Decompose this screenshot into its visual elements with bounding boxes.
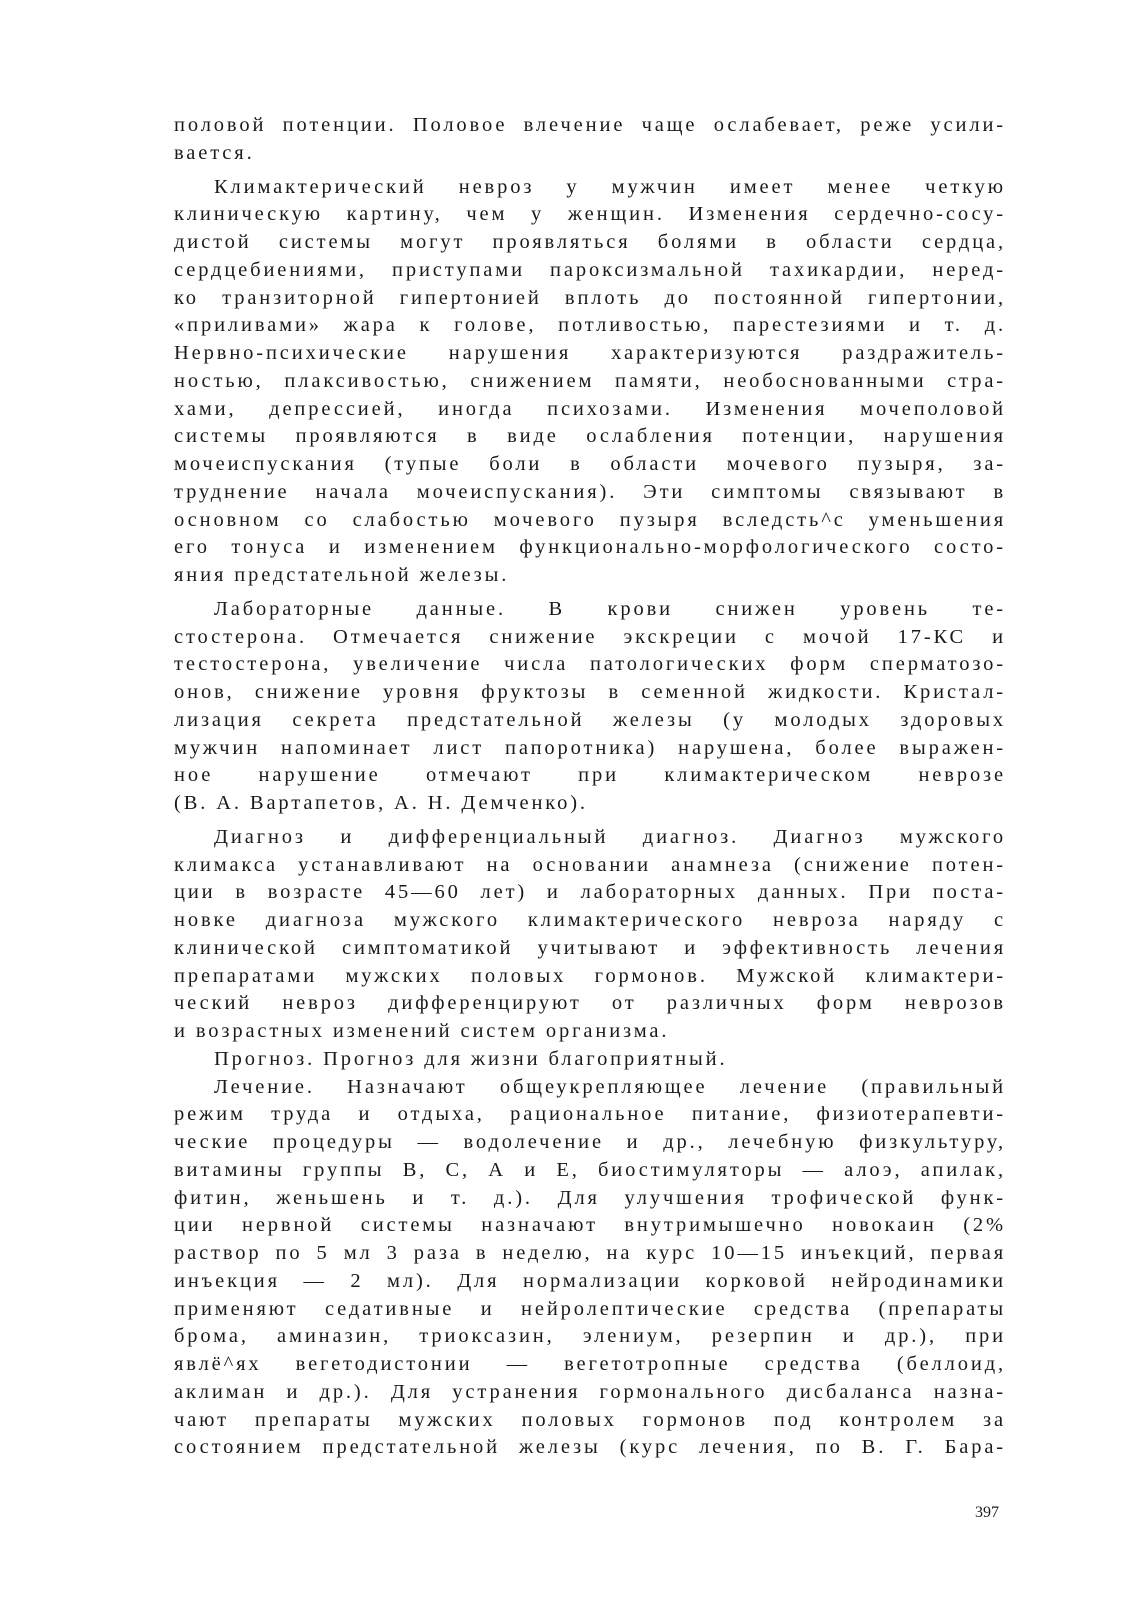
text-line: его тонуса и изменением функционально-морфологического состо- (174, 536, 1006, 559)
text-line: ции нервной системы назначают внутримышечно новокаин (2% (174, 1214, 1006, 1237)
text-line: витамины группы В, С, А и Е, биостимуляторы — алоэ, апилак, (174, 1158, 1006, 1181)
paragraph-climacteric-neurosis (174, 174, 1006, 590)
paragraph-prognosis (174, 1046, 1006, 1074)
text-line: клинической симптоматикой учитывают и эффективность лечения (174, 936, 1006, 959)
text-line: Климактерический невроз у мужчин имеет менее четкую (214, 175, 1006, 198)
text-line: лизация секрета предстательной железы (у молодых здоровых (174, 708, 1006, 731)
text-line: инъекция — 2 мл). Для нормализации корковой нейродинамики (174, 1269, 1006, 1292)
page-number: 397 (975, 1504, 999, 1521)
text-line: основном со слабостью мочевого пузыря вследсть^с уменьшения (174, 508, 1006, 531)
text-line: Диагноз и дифференциальный диагноз. Диагноз мужского (214, 825, 1006, 848)
text-line: клиническую картину, чем у женщин. Изменения сердечно-сосу- (174, 203, 1006, 226)
text-line: климакса устанавливают на основании анамнеза (снижение потен- (174, 853, 1006, 876)
text-line: препаратами мужских половых гормонов. Мужской климактери- (174, 964, 1006, 987)
text-line: применяют седативные и нейролептические средства (препараты (174, 1297, 1006, 1320)
text-line: стостерона. Отмечается снижение экскреции с мочой 17-КС и (174, 625, 1006, 648)
text-line: Нервно-психические нарушения характеризуются раздражитель- (174, 342, 1006, 364)
text-line: ции в возрасте 45—60 лет) и лабораторных данных. При поста- (174, 881, 1006, 904)
text-line: раствор по 5 мл 3 раза в неделю, на курс 10—15 инъекций, первая (174, 1242, 1006, 1264)
text-line: состоянием предстательной железы (курс лечения, по В. Г. Бара- (174, 1436, 1006, 1459)
text-line: брома, аминазин, триоксазин, элениум, резерпин и др.), при (174, 1325, 1006, 1348)
text-line: явлё^ях вегетодистонии — вегетотропные средства (беллоид, (174, 1353, 1006, 1375)
text-line: аклиман и др.). Для устранения гормонального дисбаланса назна- (174, 1380, 1006, 1403)
text-line: онов, снижение уровня фруктозы в семенной жидкости. Кристал- (174, 681, 1006, 703)
text-line: тестостерона, увеличение числа патологических форм сперматозо- (174, 653, 1006, 676)
text-line: ностью, плаксивостью, снижением памяти, необоснованными стра- (174, 369, 1006, 392)
paragraph-potency-end (174, 112, 1006, 168)
text-line: и возрастных изменений систем организма. (174, 1020, 670, 1042)
text-line: Лечение. Назначают общеукрепляющее лечение (правильный (214, 1075, 1006, 1098)
text-line: дистой системы могут проявляться болями в области сердца, (174, 231, 1006, 253)
text-line: режим труда и отдыха, рациональное питание, физиотерапевти- (174, 1103, 1006, 1126)
text-line: Прогноз. Прогноз для жизни благоприятный. (214, 1047, 728, 1070)
text-line: ческий невроз дифференцируют от различных форм неврозов (174, 992, 1006, 1015)
text-line: новке диагноза мужского климактерического невроза наряду с (174, 909, 1006, 931)
text-line: чают препараты мужских половых гормонов под контролем за (174, 1408, 1006, 1431)
text-line: системы проявляются в виде ослабления потенции, нарушения (174, 425, 1006, 448)
paragraph-treatment (174, 1074, 1006, 1463)
text-line: ное нарушение отмечают при климактерическом неврозе (174, 764, 1006, 787)
text-line: (В. А. Вартапетов, А. Н. Демченко). (174, 792, 588, 814)
paragraph-laboratory-data (174, 596, 1006, 818)
text-line: вается. (174, 141, 255, 164)
text-line: яния предстательной железы. (174, 564, 510, 586)
paragraph-diagnosis (174, 824, 1006, 1046)
text-line: Лабораторные данные. В крови снижен уровень те- (214, 597, 1006, 620)
text-line: фитин, женьшень и т. д.). Для улучшения трофической функ- (174, 1186, 1006, 1209)
text-line: сердцебиениями, приступами пароксизмальной тахикардии, неред- (174, 258, 1006, 281)
text-line: ко транзиторной гипертонией вплоть до постоянной гипертонии, (174, 286, 1006, 309)
text-line: ческие процедуры — водолечение и др., лечебную физкультуру, (174, 1131, 1006, 1153)
text-line: труднение начала мочеиспускания). Эти симптомы связывают в (174, 480, 1006, 503)
text-line: мужчин напоминает лист папоротника) нарушена, более выражен- (174, 736, 1006, 759)
text-line: «приливами» жара к голове, потливостью, парестезиями и т. д. (174, 314, 1006, 337)
text-line: мочеиспускания (тупые боли в области мочевого пузыря, за- (174, 453, 1006, 475)
text-line: половой потенции. Половое влечение чаще ослабевает, реже усили- (174, 114, 1006, 136)
text-line: хами, депрессией, иногда психозами. Изменения мочеполовой (174, 397, 1006, 420)
text-column (174, 112, 1006, 1462)
